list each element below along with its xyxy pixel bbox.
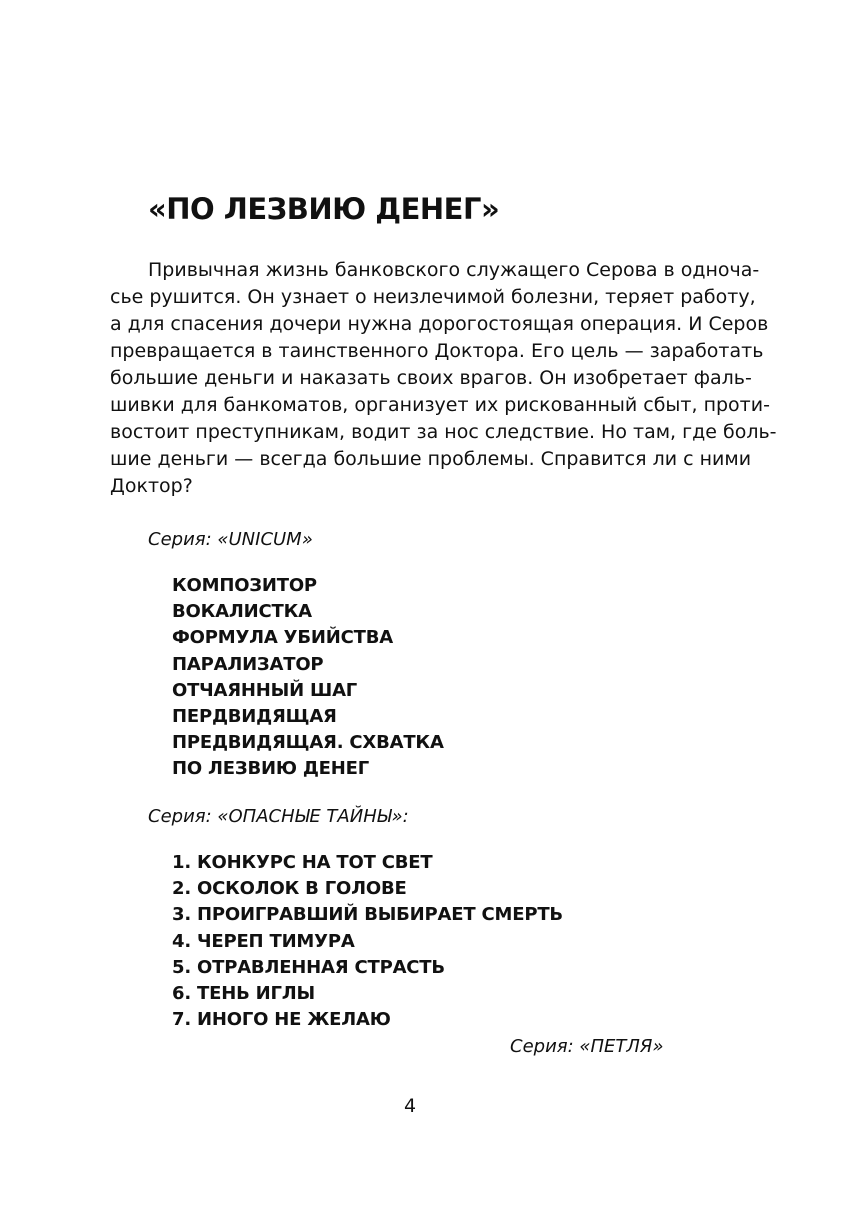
series-unicum-label: Серия: «UNICUM» [148,529,313,550]
book-list-item: 3. ПРОИГРАВШИЙ ВЫБИРАЕТ СМЕРТЬ [172,904,563,926]
book-list-item: ПРЕДВИДЯЩАЯ. СХВАТКА [172,732,444,754]
blurb-line: превращается в таинственного Доктора. Его цель — заработать [110,340,764,362]
book-list-item: ПО ЛЕЗВИЮ ДЕНЕГ [172,758,370,780]
series-unicum-book-list [172,573,444,783]
blurb-line: Доктор? [110,475,193,497]
series-opasnye-label: Серия: «ОПАСНЫЕ ТАЙНЫ»: [148,806,409,827]
book-list-item: 7. ИНОГО НЕ ЖЕЛАЮ [172,1009,391,1031]
page-number: 4 [403,1095,417,1117]
series-petlya-label: Серия: «ПЕТЛЯ» [510,1036,664,1057]
book-blurb [110,257,777,500]
blurb-line: шие деньги — всегда большие проблемы. Справится ли с ними [110,448,752,470]
book-list-item: ПЕРДВИДЯЩАЯ [172,706,337,728]
book-list-item: 5. ОТРАВЛЕННАЯ СТРАСТЬ [172,956,445,978]
blurb-line: а для спасения дочери нужна дорогостоящая операция. И Серов [110,313,769,335]
book-list-item: 4. ЧЕРЕП ТИМУРА [172,930,355,952]
book-list-item: ПАРАЛИЗАТОР [172,653,324,675]
book-list-item: КОМПОЗИТОР [172,575,317,596]
book-title: «ПО ЛЕЗВИЮ ДЕНЕГ» [148,192,500,226]
blurb-line: Привычная жизнь банковского служащего Серова в одноча- [148,259,760,281]
blurb-line: шивки для банкоматов, организует их рискованный сбыт, проти- [110,394,770,416]
book-list-item: 6. ТЕНЬ ИГЛЫ [172,983,315,1005]
book-list-item: ОТЧАЯННЫЙ ШАГ [172,679,358,701]
blurb-line: большие деньги и наказать своих врагов. Он изобретает фаль- [110,367,752,389]
series-opasnye-book-list [172,850,563,1033]
book-list-item: ВОКАЛИСТКА [172,601,312,623]
blurb-line: востоит преступникам, водит за нос следствие. Но там, где боль- [110,421,777,443]
book-list-item: 1. КОНКУРС НА ТОТ СВЕТ [172,852,433,873]
blurb-line: сье рушится. Он узнает о неизлечимой болезни, теряет работу, [110,286,756,308]
book-list-item: 2. ОСКОЛОК В ГОЛОВЕ [172,878,407,900]
book-list-item: ФОРМУЛА УБИЙСТВА [172,627,393,649]
